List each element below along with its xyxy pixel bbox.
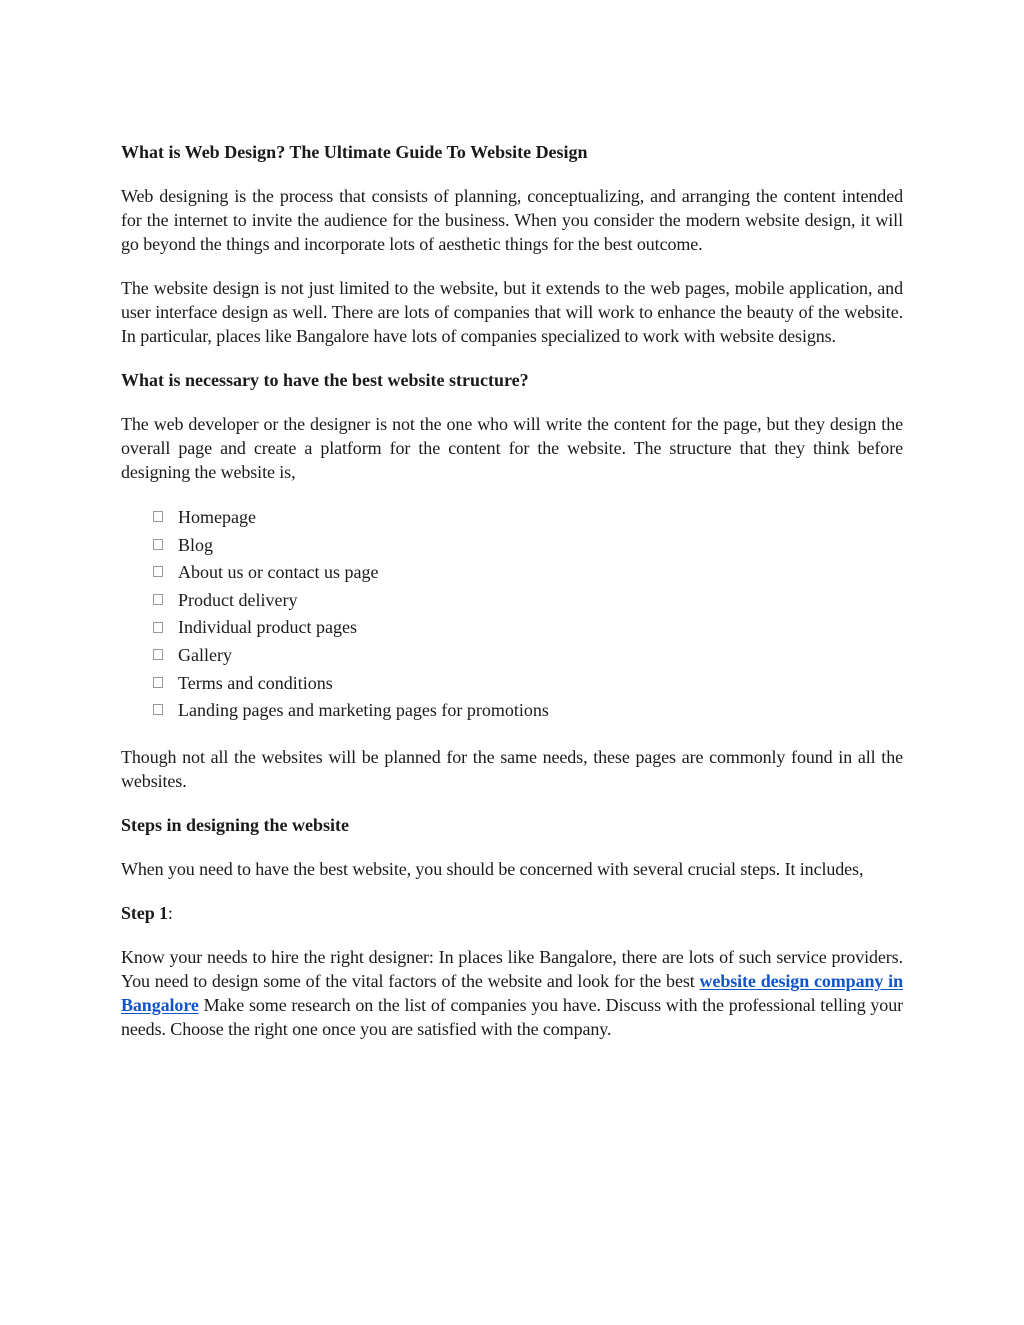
document-title: What is Web Design? The Ultimate Guide To Website Design xyxy=(121,142,588,162)
step-1-text-before-link: Know your needs to hire the right designer: In places like Bangalore, there are lots of such service providers. You need to design some of the vital factors of the website and look for the best xyxy=(121,946,903,991)
paragraph-common-pages: Though not all the websites will be planned for the same needs, these pages are commonly found in all the websites. xyxy=(121,746,903,791)
list-item xyxy=(153,559,903,587)
list-item xyxy=(153,697,903,725)
list-item-label: Gallery xyxy=(178,644,232,665)
step-1-colon: : xyxy=(167,902,173,923)
checkbox-empty-icon xyxy=(153,704,163,715)
checkbox-empty-icon xyxy=(153,539,163,550)
checkbox-empty-icon xyxy=(153,511,163,522)
list-item-label: Product delivery xyxy=(178,589,298,610)
list-item xyxy=(153,532,903,560)
heading-website-structure: What is necessary to have the best website structure? xyxy=(121,370,529,390)
list-item-label: Individual product pages xyxy=(178,617,357,638)
list-item xyxy=(153,504,903,532)
list-item-label: About us or contact us page xyxy=(178,562,379,583)
step-1-label: Step 1 xyxy=(121,902,168,923)
step-1-paragraph xyxy=(121,945,903,1041)
list-item xyxy=(153,642,903,670)
list-item xyxy=(153,587,903,615)
list-item-label: Blog xyxy=(178,534,214,555)
checkbox-empty-icon xyxy=(153,566,163,577)
checkbox-empty-icon xyxy=(153,622,163,633)
website-design-company-link[interactable]: website design company in Bangalore xyxy=(121,970,903,1015)
step-1-heading xyxy=(121,901,903,925)
structure-list xyxy=(121,504,903,725)
intro-paragraph: Web designing is the process that consists of planning, conceptualizing, and arranging the content intended for the internet to invite the audience for the business. When you consider the modern website design, it will go beyond the things and incorporate lots of aesthetic things for the best outcome. xyxy=(121,186,903,254)
list-item-label: Terms and conditions xyxy=(178,672,333,693)
list-item xyxy=(153,614,903,642)
checkbox-empty-icon xyxy=(153,649,163,660)
paragraph-website-scope: The website design is not just limited to the website, but it extends to the web pages, mobile application, and user interface design as well. There are lots of companies that will work to enhance the beauty of the website. In particular, places like Bangalore have lots of companies specialized to work with website designs. xyxy=(121,278,903,346)
step-1-text-after-link: Make some research on the list of companies you have. Discuss with the professional telling your needs. Choose the right one once you are satisfied with the company. xyxy=(121,994,903,1039)
list-item-label: Homepage xyxy=(178,507,256,527)
document-page xyxy=(121,140,903,1061)
checkbox-empty-icon xyxy=(153,677,163,688)
checkbox-empty-icon xyxy=(153,594,163,605)
list-item xyxy=(153,670,903,698)
heading-design-steps: Steps in designing the website xyxy=(121,814,350,835)
paragraph-designer-role: The web developer or the designer is not the one who will write the content for the page, but they design the overall page and create a platform for the content for the website. The structure that they think before designing the website is, xyxy=(121,414,903,482)
list-item-label: Landing pages and marketing pages for promotions xyxy=(178,700,549,721)
paragraph-steps-intro: When you need to have the best website, you should be concerned with several crucial steps. It includes, xyxy=(121,858,864,879)
